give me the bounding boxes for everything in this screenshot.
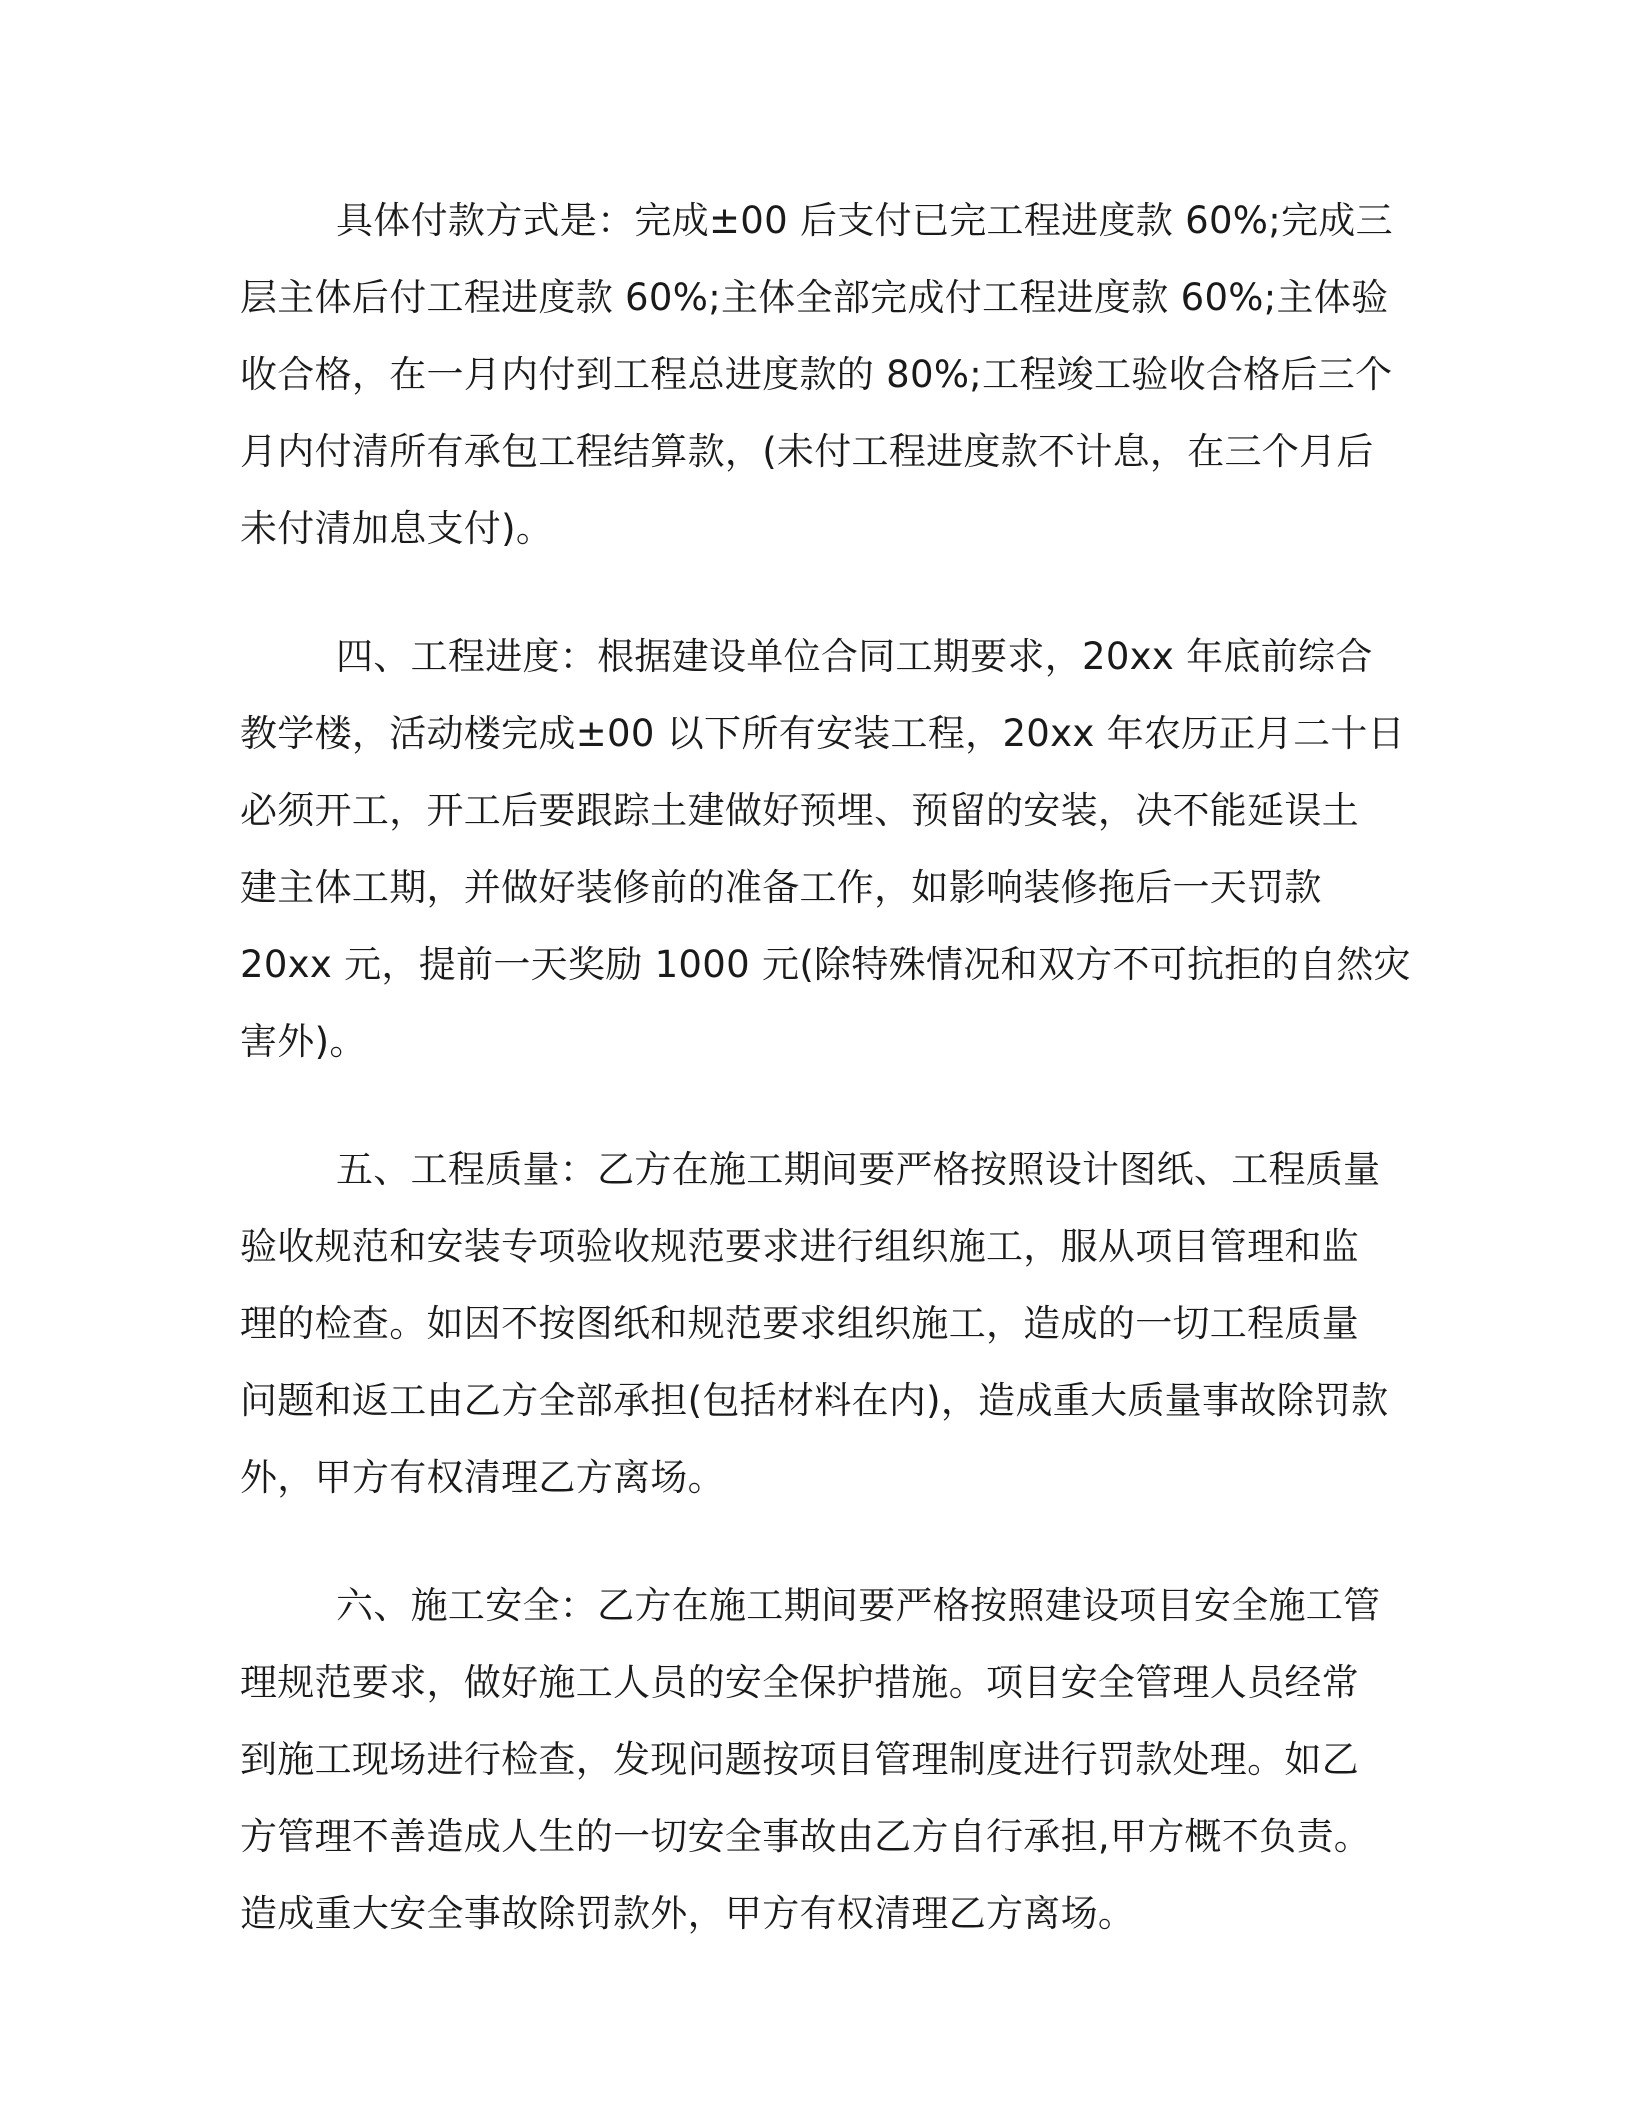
paragraph-line: 月内付清所有承包工程结算款，(未付工程进度款不计息，在三个月后 [240, 430, 1374, 473]
paragraph-line: 未付清加息支付)。 [240, 507, 554, 550]
paragraph-line: 害外)。 [240, 1020, 367, 1063]
paragraph-line: 理规范要求，做好施工人员的安全保护措施。项目安全管理人员经常 [240, 1661, 1359, 1704]
paragraph-line: 20xx 元，提前一天奖励 1000 元(除特殊情况和双方不可抗拒的自然灾 [240, 943, 1411, 986]
paragraph-line: 具体付款方式是：完成±00 后支付已完工程进度款 60%;完成三 [336, 199, 1393, 242]
paragraph-line: 层主体后付工程进度款 60%;主体全部完成付工程进度款 60%;主体验 [240, 276, 1389, 319]
paragraph-line: 验收规范和安装专项验收规范要求进行组织施工，服从项目管理和监 [240, 1225, 1359, 1268]
paragraph-line: 方管理不善造成人生的一切安全事故由乙方自行承担,甲方概不负责。 [240, 1815, 1372, 1858]
paragraph-line: 六、施工安全：乙方在施工期间要严格按照建设项目安全施工管 [336, 1584, 1381, 1627]
paragraph-line: 问题和返工由乙方全部承担(包括材料在内)，造成重大质量事故除罚款 [240, 1379, 1389, 1422]
paragraph-construction-safety [240, 1567, 1380, 1952]
paragraph-line: 教学楼，活动楼完成±00 以下所有安装工程，20xx 年农历正月二十日 [240, 712, 1405, 755]
paragraph-line: 必须开工，开工后要跟踪土建做好预埋、预留的安装，决不能延误土 [240, 789, 1359, 832]
paragraph-line: 四、工程进度：根据建设单位合同工期要求，20xx 年底前综合 [336, 635, 1373, 678]
paragraph-line: 收合格，在一月内付到工程总进度款的 80%;工程竣工验收合格后三个 [240, 353, 1393, 396]
paragraph-project-schedule [240, 618, 1411, 1080]
paragraph-line: 造成重大安全事故除罚款外，甲方有权清理乙方离场。 [240, 1892, 1136, 1935]
paragraph-project-quality [240, 1131, 1389, 1516]
paragraph-payment-terms [240, 182, 1393, 567]
paragraph-line: 到施工现场进行检查，发现问题按项目管理制度进行罚款处理。如乙 [240, 1738, 1359, 1781]
document-body [240, 182, 1411, 2003]
paragraph-line: 外，甲方有权清理乙方离场。 [240, 1456, 725, 1499]
paragraph-line: 建主体工期，并做好装修前的准备工作，如影响装修拖后一天罚款 [240, 866, 1322, 909]
paragraph-line: 理的检查。如因不按图纸和规范要求组织施工，造成的一切工程质量 [240, 1302, 1359, 1345]
paragraph-line: 五、工程质量：乙方在施工期间要严格按照设计图纸、工程质量 [336, 1148, 1381, 1191]
